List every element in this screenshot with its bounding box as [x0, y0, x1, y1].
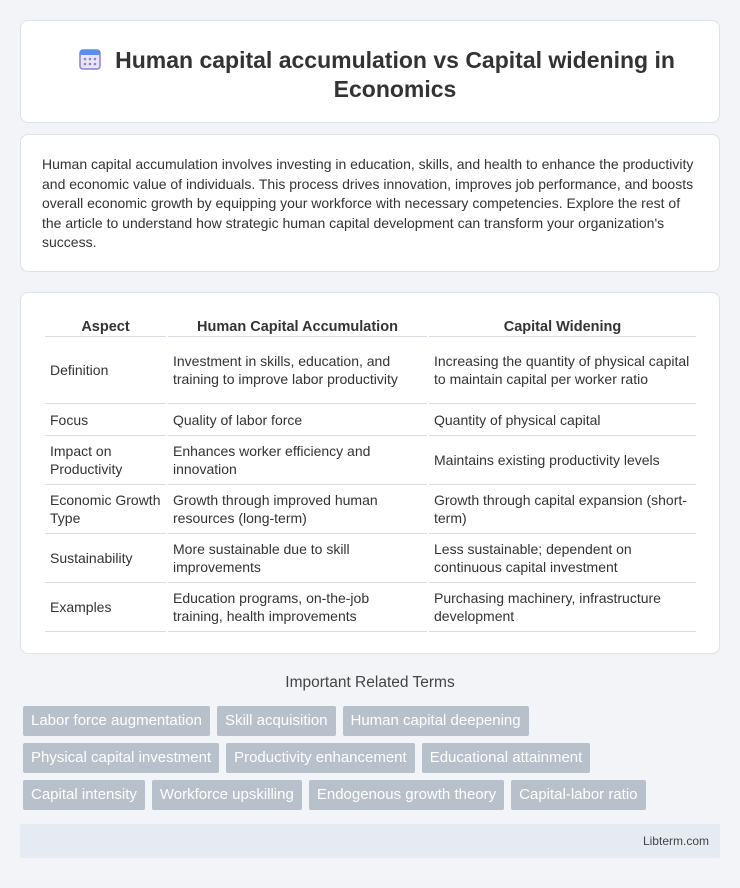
intro-paragraph: Human capital accumulation involves investing in education, skills, and health to enhance the productivity and economic value of individuals. This process drives innovation, improves job performance, and boosts overall economic growth by equipping your workforce with necessary competencies. Explore the rest of the article to understand how strategic human capital development can transform your organization's success.	[42, 156, 694, 251]
cell-capital-widening: Maintains existing productivity levels	[429, 436, 696, 485]
cell-human-capital: Enhances worker efficiency and innovation	[168, 436, 427, 485]
cell-aspect: Definition	[45, 337, 166, 404]
table-row	[45, 485, 696, 534]
footer	[20, 824, 720, 858]
related-term-tag[interactable]: Productivity enhancement	[226, 743, 415, 773]
related-terms	[23, 706, 703, 817]
related-term-tag[interactable]: Labor force augmentation	[23, 706, 210, 736]
related-terms-title: Important Related Terms	[285, 674, 455, 691]
cell-aspect: Focus	[45, 404, 166, 436]
comparison-table	[43, 315, 698, 632]
cell-aspect: Examples	[45, 583, 166, 632]
cell-capital-widening: Less sustainable; dependent on continuous capital investment	[429, 534, 696, 583]
cell-capital-widening: Increasing the quantity of physical capital to maintain capital per worker ratio	[429, 337, 696, 404]
related-term-tag[interactable]: Educational attainment	[422, 743, 591, 773]
header-human-capital: Human Capital Accumulation	[168, 315, 427, 337]
related-term-tag[interactable]: Capital intensity	[23, 780, 145, 810]
title-card	[20, 20, 720, 123]
cell-human-capital: Education programs, on-the-job training, health improvements	[168, 583, 427, 632]
related-term-tag[interactable]: Physical capital investment	[23, 743, 219, 773]
comparison-card	[20, 292, 720, 654]
cell-aspect: Economic Growth Type	[45, 485, 166, 534]
related-term-tag[interactable]: Skill acquisition	[217, 706, 336, 736]
related-term-tag[interactable]: Endogenous growth theory	[309, 780, 504, 810]
table-row	[45, 436, 696, 485]
page-title: Human capital accumulation vs Capital widening in Economics	[115, 47, 675, 102]
header-capital-widening: Capital Widening	[429, 315, 696, 337]
cell-capital-widening: Growth through capital expansion (short-term)	[429, 485, 696, 534]
cell-capital-widening: Quantity of physical capital	[429, 404, 696, 436]
cell-human-capital: More sustainable due to skill improvements	[168, 534, 427, 583]
table-row	[45, 337, 696, 404]
table-row	[45, 534, 696, 583]
related-term-tag[interactable]: Workforce upskilling	[152, 780, 302, 810]
cell-aspect: Sustainability	[45, 534, 166, 583]
cell-aspect: Impact on Productivity	[45, 436, 166, 485]
header-aspect: Aspect	[45, 315, 166, 337]
cell-human-capital: Growth through improved human resources (long-term)	[168, 485, 427, 534]
cell-capital-widening: Purchasing machinery, infrastructure development	[429, 583, 696, 632]
table-row	[45, 404, 696, 436]
intro-card	[20, 134, 720, 272]
cell-human-capital: Quality of labor force	[168, 404, 427, 436]
footer-site-link[interactable]: Libterm.com	[642, 834, 709, 848]
table-row	[45, 583, 696, 632]
table-header-row	[45, 315, 696, 337]
cell-human-capital: Investment in skills, education, and training to improve labor productivity	[168, 337, 427, 404]
related-term-tag[interactable]: Human capital deepening	[343, 706, 529, 736]
related-term-tag[interactable]: Capital-labor ratio	[511, 780, 645, 810]
